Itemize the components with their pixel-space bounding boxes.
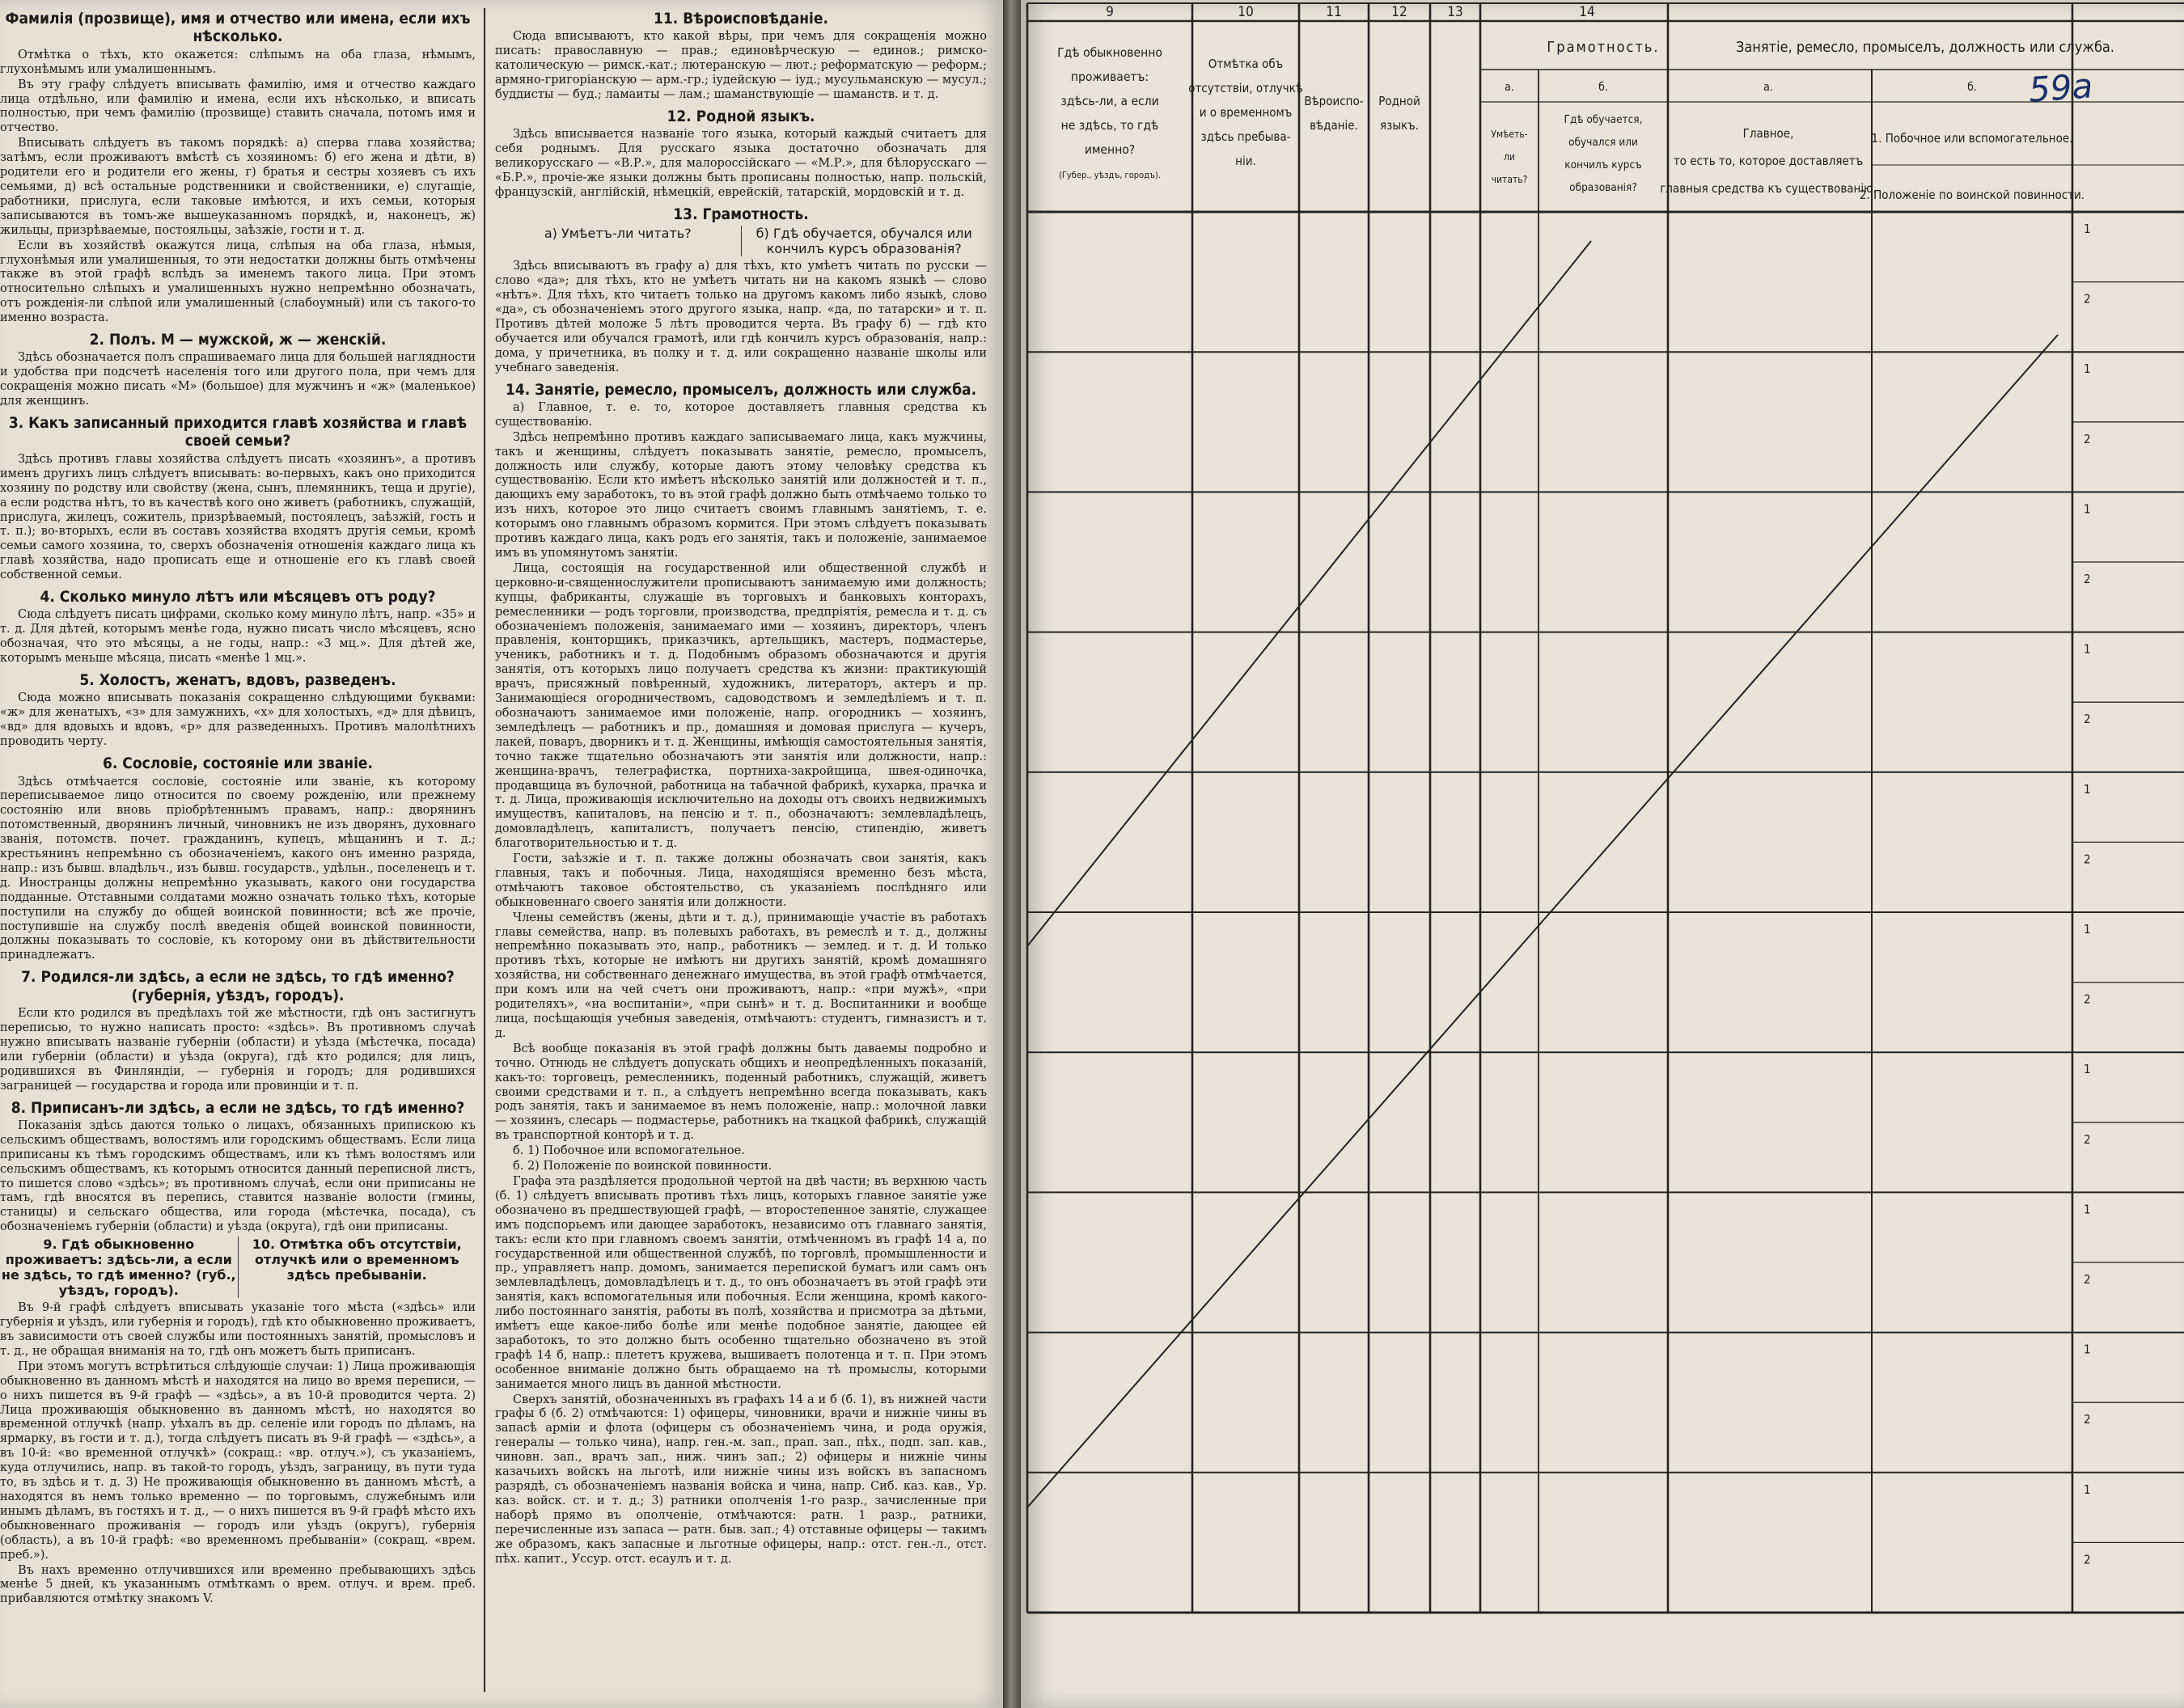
column-subheader: образованія? (1569, 181, 1637, 194)
row-number: 2 (2084, 1412, 2091, 1427)
column-subheader: 1. Побочное или вспомогательное. (1871, 131, 2073, 146)
paragraph: Всѣ вообще показанія въ этой графѣ должны быть даваемы подробно и точно. Отнюдь не слѣдуетъ допускать общихъ и неопредѣленныхъ показаній, какъ-то: торговецъ, ремесленникъ, поденный работникъ, служащій, живетъ своими средствами и т. п., а слѣдуетъ непремѣнно всегда показывать, какъ родъ занятія, такъ и занимаемое въ немъ положеніе, напр.: молочной лавки — хозяинъ, слесарь — подмастерье, работникъ на ткацкой фабрикѣ, служащій въ транспортной конторѣ и т. д. (495, 1042, 987, 1143)
column-subheader: кончилъ курсъ (1564, 159, 1642, 171)
handwritten-page-number: 59а (2027, 66, 2094, 110)
row-number: 1 (2084, 1062, 2091, 1077)
section-heading: 11. Вѣроисповѣданіе. (654, 10, 828, 27)
book-spine (1003, 0, 1021, 1708)
column-number: 14 (1579, 4, 1595, 20)
section-heading: 13. Грамотность. (673, 205, 809, 223)
column-header: и о временномъ (1199, 105, 1293, 120)
section-heading: 7. Родился-ли здѣсь, а если не здѣсь, то гдѣ именно? (губернія, уѣздъ, городъ). (21, 968, 455, 1004)
section-heading: 6. Сословіе, состояніе или званіе. (102, 755, 374, 773)
column-subheader: Главное, (1742, 126, 1794, 141)
column-subheader: Умѣеть- (1491, 129, 1528, 140)
column-header: не здѣсь, то гдѣ (1060, 118, 1159, 133)
column-header: языкъ. (1380, 118, 1419, 133)
column-subheader: читать? (1491, 174, 1528, 185)
column-subheader: то есть то, которое доставляетъ (1673, 154, 1864, 168)
column-subheader: б. (1967, 81, 1977, 94)
row-number: 1 (2084, 1342, 2091, 1357)
column-subheader: ли (1504, 151, 1515, 163)
right-page-census-form (1021, 0, 2184, 1708)
section-heading: 5. Холостъ, женатъ, вдовъ, разведенъ. (79, 671, 396, 690)
section-heading: 3. Какъ записанный приходится главѣ хозяйства и главѣ своей семьи? (8, 414, 468, 450)
section-heading: 8. Приписанъ-ли здѣсь, а если не здѣсь, то гдѣ именно? (11, 1098, 465, 1117)
row-number: 1 (2084, 222, 2091, 236)
instructions-column-2 (495, 5, 987, 1698)
row-number: 1 (2084, 781, 2091, 797)
column-header: Вѣроиспо- (1304, 94, 1364, 108)
column-subheader: а. (1763, 81, 1773, 94)
row-number: 1 (2084, 501, 2091, 517)
row-number: 2 (2084, 572, 2091, 586)
column-header: здѣсь-ли, а если (1060, 94, 1159, 108)
census-table (1021, 0, 2184, 1708)
column-header: вѣданіе. (1310, 118, 1358, 133)
column-subheader: а. (1505, 81, 1514, 94)
paragraph: Сверхъ занятій, обозначенныхъ въ графахъ 14 а и б (б. 1), въ нижней части графы б (б. 2) отмѣчаются: 1) офицеры, чиновники, врачи и нижніе чины въ запасѣ арміи и флота (офицеры съ обозначеніемъ чина, и рода оружія, генералы — только чина), напр. ген.-м. зап., прап. зап., пѣх., подп. зап. кав., чиновн. зап., врачъ зап., ниж. чинъ зап.; 2) офицеры и нижніе чины казачьихъ войскъ на льготѣ, или нижніе чины изъ войскъ въ запасномъ разрядѣ, съ обозначеніемъ названія войска и чина, напр. Сиб. каз. кав., Ур. каз. войск. ст. и т. д.; 3) ратники ополченія 1-го разр., зачисленные при наборѣ прямо въ ополченіе, отмѣчаются: ратн. 1 разр., ратники, перечисленные изъ запаса — ратн. быв. зап.; 4) отставные офицеры — такимъ же образомъ, какъ запасные и льготные офицеры, напр.: отст. ген.-л., отст. пѣх. капит., Уссур. отст. есаулъ и т. д. (495, 1393, 987, 1566)
paragraph: б. 2) Положеніе по воинской повинности. (513, 1160, 772, 1173)
paragraph: Гости, заѣзжіе и т. п. также должны обозначать свои занятія, какъ главныя, такъ и побочныя. Лица, находящіяся временно безъ мѣста, отмѣчаютъ таковое обстоятельство, съ указаніемъ послѣдняго или обыкновеннаго своего занятія или должности. (495, 852, 987, 909)
paragraph: Если кто родился въ предѣлахъ той же мѣстности, гдѣ онъ застигнутъ переписью, то нужно написать просто: «здѣсь». Въ противномъ случаѣ нужно вписывать названіе губерніи (области) и уѣзда (мѣстечка, посада) или губерніи (области) и уѣзда (округа), гдѣ кто родился; для лицъ, родившихся въ Финляндіи, — губернія и городъ; для родившихся заграницей — государства и города или провинціи и т. п. (0, 1007, 476, 1093)
pencil-cancel-line (1027, 241, 1591, 946)
row-number: 2 (2084, 852, 2091, 867)
column-header: Гдѣ обыкновенно (1057, 45, 1162, 60)
paragraph: Отмѣтка о тѣхъ, кто окажется: слѣпымъ на оба глаза, нѣмымъ, глухонѣмымъ или умалишеннымъ. (0, 48, 476, 76)
column-number: 9 (1106, 4, 1114, 20)
row-number: 2 (2084, 1131, 2091, 1147)
section-heading: 2. Полъ. М — мужской, ж — женскій. (89, 331, 387, 349)
column-header: отсутствіи, отлучкѣ (1188, 81, 1303, 95)
section-heading: 14. Занятіе, ремесло, промыселъ, должность или служба. (505, 380, 977, 399)
row-number: 1 (2084, 1482, 2091, 1497)
row-number: 1 (2084, 641, 2091, 657)
paragraph: Сюда вписываютъ, кто какой вѣры, при чемъ для сокращенія можно писать: православную — прав.; единовѣрческую — единов.; римско-католическую — римск.-кат.; лютеранскую — лют.; реформатскую — реформ.; армяно-григоріанскую — арм.-гр.; іудейскую — іуд.; мусульманскую — мусул.; буддисты — буд.; ламаиты — лам.; шаманствующіе — шаманств. и т. д. (495, 30, 987, 102)
column-number: 10 (1238, 4, 1254, 20)
row-number: 2 (2084, 291, 2091, 307)
column-subheader: б. (1598, 81, 1608, 94)
column-number: 12 (1391, 4, 1407, 20)
paragraph: а) Главное, т. е. то, которое доставляетъ главныя средства къ существованію. (495, 400, 987, 429)
row-number: 1 (2084, 922, 2091, 936)
section-heading: 12. Родной языкъ. (667, 107, 815, 125)
paragraph: Въ нахъ временно отлучившихся или временно пребывающихъ здѣсь менѣе 5 дней, къ указаннымъ отмѣткамъ о врем. отлуч. и врем. преб. прибавляются отмѣтку знакомъ V. (0, 1563, 476, 1606)
paragraph: Здѣсь вписывается названіе того языка, который каждый считаетъ для себя роднымъ. Для русскаго языка достаточно обозначать для великорусскаго — «В.Р.», для малороссійскаго — «М.Р.», для бѣлорусскаго — «Б.Р.», прочіе-же языки должны быть прописаны полностью, напр. польскій, французскій, англійскій, нѣмецкій, еврейскій, татарскій, мордовскій и т. д. (495, 128, 987, 199)
paragraph: Здѣсь непремѣнно противъ каждаго записываемаго лица, какъ мужчины, такъ и женщины, слѣдуетъ показывать занятіе, ремесло, промыселъ, должность или службу, которые даютъ этому человѣку средства къ существованію. Если кто имѣетъ нѣсколько занятій или должностей и т. п., дающихъ ему заработокъ, то въ этой графѣ должно быть отмѣчаемо только то изъ нихъ, которое это лицо считаетъ своимъ главнымъ занятіемъ, т. е. которымъ оно главнымъ образомъ кормится. При этомъ слѣдуетъ показывать противъ каждаго лица, какъ родъ его занятія, такъ и положеніе, занимаемое имъ въ упомянутомъ занятіи. (495, 430, 987, 560)
paragraph: Лица, состоящія на государственной или общественной службѣ и церковно-и-священнослужители прописываютъ занимаемую ими должность; купцы, фабриканты, служащіе въ торговыхъ и банковыхъ конторахъ, ремесленники — родъ торговли, производства, предпріятія, ремесла и т. д. съ обозначеніемъ положенія, занимаемаго ими — хозяинъ, директоръ, членъ правленія, конторщикъ, приказчикъ, артельщикъ, мастеръ, подмастерье, ученикъ, работникъ и т. д. Подобнымъ образомъ обозначаются и другія занятія, отъ которыхъ лицо получаетъ средства къ жизни: практикующій врачъ, присяжный повѣренный, художникъ, литераторъ, актеръ и пр. Занимающіеся огородничествомъ, садоводствомъ и земледѣліемъ и т. п. обозначаютъ занимаемое ими положеніе, напр. огородникъ — хозяинъ, земледѣлецъ — работникъ и пр., домашняя и домовая прислуга — кучеръ, лакей, поваръ, дворникъ и т. д. Женщины, имѣющія самостоятельныя занятія, точно также тщательно обозначаютъ эти занятія или должности, напр.: женщина-врачъ, телеграфистка, портниха-закройщица, швея-одиночка, продавщица въ булочной, работница на табачной фабрикѣ, кухарка, прачка и т. д. Лица, проживающія исключительно на доходы отъ своихъ недвижимыхъ имуществъ, капиталовъ, на пенсію и т. п., обозначаютъ: землевладѣлецъ, домовладѣлецъ, капиталистъ, получаетъ пенсію, стипендію, живетъ благотворительностью и т. д. (495, 561, 987, 851)
paragraph: Здѣсь отмѣчается сословіе, состояніе или званіе, къ которому переписываемое лицо относится по своему рожденію, или прежнему состоянію или вновь пріобрѣтеннымъ правамъ, напр.: дворянинъ потомственный, дворянинъ личный, чиновникъ не изъ дворянъ, духовнаго званія, потомств. почет. гражданинъ, купецъ, мѣщанинъ и т. д.; крестьянинъ непремѣнно съ обозначеніемъ, какого онъ именно разряда, напр.: изъ бывш. владѣльч., изъ бывш. государств., удѣльн., поселенецъ и т. д. Иностранцы должны непремѣнно указывать, какого они государства подданные. Отставными солдатами можно означать только тѣхъ, которые поступили на службу до общей воинской повинности; всѣ же прочіе, поступившіе на службу послѣ введенія общей воинской повинности, должны показывать то сословіе, къ которому они въ дѣйствительности принадлежатъ. (0, 775, 476, 962)
paragraph: Сюда слѣдуетъ писать цифрами, сколько кому минуло лѣтъ, напр. «35» и т. д. Для дѣтей, которымъ менѣе года, нужно писать число мѣсяцевъ, ясно обозначая, что это мѣсяцы, а не годы, напр.: «3 мц.». Для дѣтей же, которымъ меньше мѣсяца, писать «менѣе 1 мц.». (0, 608, 476, 666)
row-number: 1 (2084, 1202, 2091, 1217)
pencil-cancel-line (1027, 335, 2058, 1507)
left-page-instructions (0, 0, 1003, 1708)
row-number: 2 (2084, 431, 2091, 446)
paragraph: Сюда можно вписывать показанія сокращенно слѣдующими буквами: «ж» для женатыхъ, «з» для замужнихъ, «х» для холостыхъ, «д» для дѣвицъ, «вд» для вдовыхъ и вдовъ, «р» для разведенныхъ. Противъ малолѣтнихъ проводить черту. (0, 691, 476, 749)
column-header: Грамотность. (1547, 39, 1660, 56)
row-number: 1 (2084, 361, 2091, 377)
subheading-pair (495, 226, 987, 256)
column-subheader: обучался или (1568, 136, 1638, 149)
paragraph: Если въ хозяйствѣ окажутся лица, слѣпыя на оба глаза, нѣмыя, глухонѣмыя или умалишенныя, то эти недостатки должны быть отмѣчены также въ этой графѣ вслѣдъ за именемъ такого лица. При этомъ относительно слѣпыхъ и умалишенныхъ нужно непремѣнно обозначать, отъ рожденія-ли слѣпой или умалишенный (слабоумный) или съ такого-то именно возраста. (0, 239, 476, 325)
paragraph: Здѣсь вписываютъ въ графу а) для тѣхъ, кто умѣетъ читать по русски — слово «да»; для тѣхъ, кто не умѣетъ читать ни на какомъ языкѣ — слово «нѣтъ». Для тѣхъ, кто читаетъ только на другомъ какомъ либо языкѣ, слово «да», съ обозначеніемъ этого другого языка, напр. «да, по татарски» и т. п. Противъ дѣтей моложе 5 лѣтъ проводится черта. Въ графу б) — гдѣ кто обучается или обучался грамотѣ, или гдѣ кончилъ курсъ образованія, напр.: дома, у причетника, въ полку и т. д. или сокращенно названіе школы или учебнаго заведенія. (495, 260, 987, 374)
column-header: именно? (1084, 142, 1136, 157)
column-header: проживаетъ: (1070, 70, 1149, 84)
section-heading: 9. Гдѣ обыкновенно проживаетъ: здѣсь-ли, а если не здѣсь, то гдѣ именно? (губ., уѣздъ, городъ). (0, 1237, 239, 1298)
row-number: 2 (2084, 712, 2091, 727)
section-heading: 4. Сколько минуло лѣтъ или мѣсяцевъ отъ роду? (40, 588, 436, 607)
paragraph: При этомъ могутъ встрѣтиться слѣдующіе случаи: 1) Лица проживающія обыкновенно въ данномъ мѣстѣ и находятся на лицо во время переписи, — о нихъ пишется въ 9-й графѣ — «здѣсь», а въ 10-й проводится черта. 2) Лица проживающія обыкновенно въ данномъ мѣстѣ, но находятся во временной отлучкѣ (напр. уѣхалъ въ др. селеніе или городъ по дѣламъ, на ярмарку, въ гости и т. д.), тогда слѣдуетъ писать въ 9-й графѣ — «здѣсь», а въ 10-й: «во временной отлучкѣ» (сокращ.: «вр. отлуч.»), съ указаніемъ, куда отлучились, напр. въ такой-то городъ, уѣздъ, заграницу, въ пути туда то, въ здѣсь и т. д. 3) Не проживающія обыкновенно въ данномъ мѣстѣ, а находятся въ немъ только временно — по торговымъ, служебнымъ или инымъ дѣламъ, въ гостяхъ и т. д., — о нихъ пишется въ 9-й графѣ мѣсто ихъ обыкновеннаго проживанія — городъ или уѣздъ (округъ), губернія (область), а въ 10-й графѣ: «во временномъ пребываніи» (сокращ. «врем. преб.»). (0, 1359, 476, 1562)
paragraph: Графа эта раздѣляется продольной чертой на двѣ части; въ верхнюю часть (б. 1) слѣдуетъ вписывать противъ тѣхъ лицъ, которыхъ главное занятіе уже обозначено въ предшествующей графѣ, — второстепенное занятіе, служащее имъ подспорьемъ или дающее заработокъ, независимо отъ главнаго занятія, такъ: если кто при главномъ своемъ занятіи, отмѣченномъ въ графѣ 14 а, по государственной или общественной службѣ, по торговлѣ, промышленности и пр., управляетъ напр. домомъ, занимается перепиской бумагъ или самъ онъ землевладѣлецъ, домовладѣлецъ и т. д., то онъ обозначаетъ въ этой графѣ эти занятія, какъ вспомогательныя или побочныя. Если женщина, кромѣ какого-либо постояннаго занятія, работы въ полѣ, хозяйства и присмотра за дѣтьми, имѣетъ еще какое-либо болѣе или менѣе подобное занятіе, дающее ей заработокъ, то это должно быть особенно тщательно обозначено въ этой графѣ 14 б, напр.: плететъ кружева, вышиваетъ полотенца и т. п. При этомъ особенное вниманіе должно быть обращаемо на тѣ промыслы, которыми занимается много лицъ въ данной мѣстности. (495, 1174, 987, 1391)
column-subheader: 2. Положеніе по воинской повинности. (1859, 188, 2085, 202)
subheading: б) Гдѣ обучается, обучался или кончилъ курсъ образованія? (756, 226, 972, 257)
row-number: 2 (2084, 1552, 2091, 1567)
paragraph: Въ эту графу слѣдуетъ вписывать фамилію, имя и отчество каждаго лица отдѣльно, или фамилію и имена, если ихъ нѣсколько, и вписать полностью, при чемъ фамилію (прозвище) ставить сначала, потомъ имя и отчество. (0, 78, 476, 135)
column-number: 11 (1326, 4, 1342, 20)
column-number: 13 (1447, 4, 1463, 20)
column-divider (484, 8, 485, 1692)
column-subheader: главныя средства къ существованію. (1660, 181, 1877, 196)
column-header: ніи. (1235, 154, 1256, 168)
paragraph: б. 1) Побочное или вспомогательное. (513, 1144, 745, 1158)
instructions-column-1 (0, 5, 476, 1698)
column-subheader: Гдѣ обучается, (1564, 113, 1643, 126)
paragraph: Показанія здѣсь даются только о лицахъ, обязанныхъ припискою къ сельскимъ обществамъ, волостямъ или городскимъ обществамъ. Если лица приписаны къ тѣмъ городскимъ обществамъ, или къ тѣмъ волостямъ или сельскимъ обществамъ, къ которымъ относится данный переписной листъ, то пишется слово «здѣсь»; въ противномъ случаѣ, если они приписаны не тамъ, гдѣ вносятся въ перепись, ставится названіе волости (гмины, станицы) и сельскаго общества, или города (мѣстечка, посада), съ обозначеніемъ губерніи (области) и уѣзда (округа), гдѣ они приписаны. (0, 1118, 476, 1234)
subheading: а) Умѣетъ-ли читать? (495, 226, 742, 256)
section-heading: 10. Отмѣтка объ отсутствіи, отлучкѣ или о временномъ здѣсь пребываніи. (252, 1237, 462, 1283)
paragraph: Въ 9-й графѣ слѣдуетъ вписывать указаніе того мѣста («здѣсь» или губернія и уѣздъ, или губернія и городъ), гдѣ кто обыкновенно проживаетъ, въ зависимости отъ своей службы или постоянныхъ занятій, промысловъ и т. д., не обращая вниманія на то, гдѣ онъ можетъ быть приписанъ. (0, 1301, 476, 1358)
column-header: (Губер., уѣздъ, городъ). (1059, 170, 1161, 180)
section-heading: Фамилія (прозвище), имя и отчество или имена, если ихъ нѣсколько. (5, 10, 471, 46)
column-header: Родной (1378, 94, 1420, 108)
row-number: 2 (2084, 991, 2091, 1007)
column-header: Отмѣтка объ (1208, 57, 1284, 71)
paragraph: Члены семействъ (жены, дѣти и т. д.), принимающіе участіе въ работахъ главы семейства, напр. въ полевыхъ работахъ, въ ремеслѣ и т. д., должны непремѣнно показывать это, напр., работникъ — землед. и т. д. И только противъ тѣхъ, которые не имѣютъ ни другихъ занятій, кромѣ домашняго хозяйства, ни собственнаго денежнаго имущества, въ этой графѣ отмѣчается, при комъ или на чей счетъ они проживаютъ, напр.: «при мужѣ», «при родителяхъ», «на воспитаніи», «при сынѣ» и т. д. Воспитанники и вообще лица, посѣщающія учебныя заведенія, отмѣчаютъ: студентъ, гимназистъ и т. д. (495, 911, 987, 1040)
column-header: Занятіе, ремесло, промыселъ, должность или служба. (1736, 39, 2114, 56)
subheading-pair (0, 1237, 476, 1298)
row-number: 2 (2084, 1272, 2091, 1287)
paragraph: Здѣсь обозначается полъ спрашиваемаго лица для большей наглядности и удобства при подсчетѣ населенія того или другого пола, при чемъ для сокращенія можно писать «М» (большое) для мужчинъ и «ж» (маленькое) для женщинъ. (0, 351, 476, 408)
column-header: здѣсь пребыва- (1200, 129, 1291, 144)
paragraph: Здѣсь противъ главы хозяйства слѣдуетъ писать «хозяинъ», а противъ именъ другихъ лицъ слѣдуетъ вписывать: во-первыхъ, какъ оно приходится хозяину по родству или свойству (жена, сынъ, племянникъ, теща и другіе), а если родства нѣтъ, то въ качествѣ кого оно живетъ (работникъ, служащій, прислуга, жилецъ, сожитель, призрѣваемый, постоялецъ, заѣзжій, гость и т. п.); во-вторыхъ, если въ составъ хозяйства входятъ другія семьи, кромѣ семьи самого хозяина, то, сверхъ обозначенія отношенія каждаго лица къ главѣ хозяйства, надо прописать еще и отношеніе его къ главѣ своей собственной семьи. (0, 452, 476, 582)
paragraph: Вписывать слѣдуетъ въ такомъ порядкѣ: а) сперва глава хозяйства; затѣмъ, если проживаютъ вмѣстѣ съ хозяиномъ: б) его жена и дѣти, в) родители его и родители его жены, г) братья и сестры хозяевъ съ ихъ семьями, д) всѣ остальные родственники и свойственники, е) слугащіе, работники, прислуга, если таковые имѣются, и ихъ семьи, которыя записываются въ томъ-же вышеуказанномъ порядкѣ, и, наконецъ, ж) жильцы, призрѣваемые, постояльцы, заѣзжіе, гости и т. д. (0, 137, 476, 237)
